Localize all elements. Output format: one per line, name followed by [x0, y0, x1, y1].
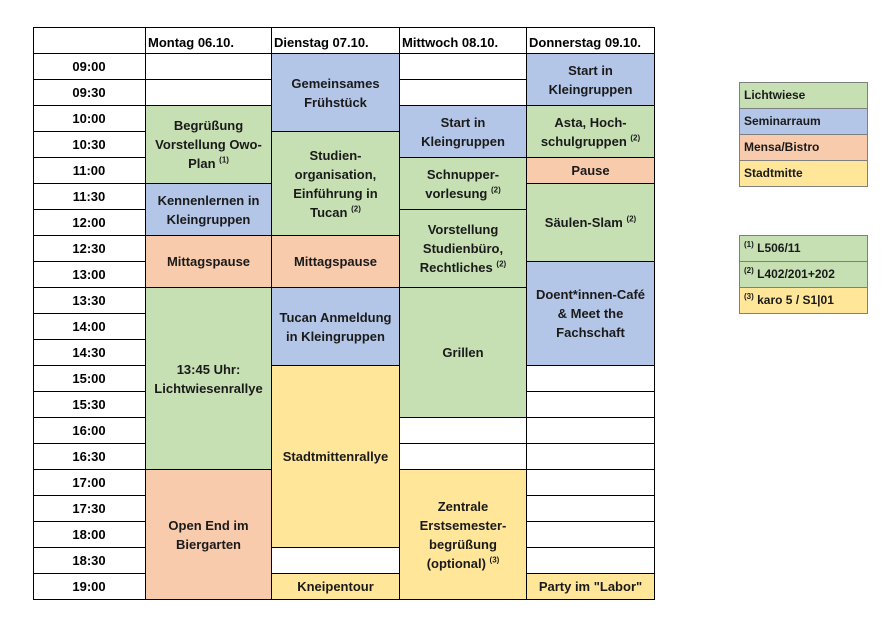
event-text: Zentrale Erstsemester- begrüßung (optional): [419, 498, 507, 571]
event-title: [545, 213, 636, 232]
event-block[interactable]: [271, 235, 400, 288]
event-block[interactable]: [399, 209, 527, 288]
event-block[interactable]: [399, 287, 527, 418]
event-text: 13:45 Uhr: Lichtwiesenrallye: [154, 361, 263, 396]
event-block[interactable]: [526, 105, 655, 158]
event-block[interactable]: [271, 573, 400, 600]
event-block[interactable]: [145, 287, 272, 470]
time-label: 17:00: [72, 475, 106, 490]
time-label: 19:00: [72, 579, 106, 594]
event-footnote-marker: (2): [496, 259, 507, 269]
event-title: [425, 165, 501, 203]
event-block[interactable]: [271, 365, 400, 548]
event-footnote-marker: (3): [489, 555, 500, 565]
event-text: Pause: [571, 163, 610, 178]
event-title: [536, 285, 645, 342]
room-footnote-marker: (3): [744, 292, 754, 301]
event-block[interactable]: [399, 157, 527, 210]
event-title: [539, 577, 642, 596]
legend-color-item: Lichtwiese: [739, 82, 868, 109]
legend-color-item: Stadtmitte: [739, 160, 868, 187]
time-label: 09:00: [72, 59, 106, 74]
time-label: 12:30: [72, 241, 106, 256]
event-block[interactable]: [526, 183, 655, 262]
event-footnote-marker: (2): [626, 214, 637, 224]
event-block[interactable]: [145, 183, 272, 236]
event-footnote-marker: (1): [219, 155, 229, 165]
event-title: [167, 252, 250, 271]
event-title: [283, 447, 388, 466]
event-title: [158, 191, 260, 229]
time-label: 13:00: [72, 267, 106, 282]
event-title: [280, 308, 392, 346]
legend-color-item: Mensa/Bistro: [739, 134, 868, 161]
event-title: [297, 577, 374, 596]
event-block[interactable]: [145, 105, 272, 184]
day-header: Mittwoch 08.10.: [402, 35, 499, 50]
event-title: [541, 113, 640, 151]
time-label: 15:30: [72, 397, 106, 412]
time-label: 16:30: [72, 449, 106, 464]
event-block[interactable]: [526, 573, 655, 600]
event-block[interactable]: [526, 261, 655, 366]
time-label: 11:00: [72, 163, 106, 178]
time-label: 18:30: [72, 553, 106, 568]
day-header: Montag 06.10.: [148, 35, 234, 50]
event-block[interactable]: [526, 53, 655, 106]
event-text: Säulen-Slam: [544, 215, 623, 230]
event-title: [549, 61, 633, 99]
event-text: Tucan Anmeldung in Kleingruppen: [279, 309, 392, 344]
event-text: Mittagspause: [293, 254, 378, 269]
event-title: [442, 343, 483, 362]
time-label: 09:30: [72, 85, 106, 100]
event-text: Doent*innen-Café & Meet the Fachschaft: [535, 287, 646, 340]
event-title: [155, 116, 262, 173]
room-code: L402/201+202: [757, 267, 835, 281]
event-block[interactable]: [399, 469, 527, 600]
event-text: Start in Kleingruppen: [421, 114, 505, 149]
event-title: [168, 516, 248, 554]
grid-line-horizontal: [33, 27, 655, 28]
event-block[interactable]: [271, 287, 400, 366]
event-block[interactable]: [399, 105, 527, 158]
event-title: [154, 360, 262, 398]
event-title: [291, 74, 379, 112]
event-text: Studien- organisation, Einführung in Tucan: [293, 147, 378, 220]
legend-room-item: [739, 235, 868, 262]
event-text: Vorstellung Studienbüro, Rechtliches: [419, 222, 504, 275]
event-text: Begrüßung Vorstellung Owo- Plan: [155, 118, 262, 171]
time-label: 17:30: [72, 501, 106, 516]
time-label: 16:00: [72, 423, 106, 438]
day-header: Dienstag 07.10.: [274, 35, 369, 50]
event-text: Grillen: [442, 345, 484, 360]
time-label: 12:00: [72, 215, 106, 230]
event-text: Asta, Hoch- schulgruppen: [540, 114, 627, 149]
event-text: Start in Kleingruppen: [548, 62, 633, 97]
time-label: 10:00: [72, 111, 106, 126]
room-code: L506/11: [757, 241, 801, 255]
room-footnote-marker: (2): [744, 266, 754, 275]
time-label: 14:30: [72, 345, 106, 360]
room-code: karo 5 / S1|01: [757, 293, 834, 307]
time-label: 14:00: [72, 319, 106, 334]
event-block[interactable]: [526, 157, 655, 184]
event-text: Open End im Biergarten: [168, 517, 249, 552]
event-title: [421, 113, 505, 151]
event-text: Party im "Labor": [538, 579, 643, 594]
event-text: Schnupper- vorlesung: [425, 166, 500, 201]
event-text: Stadtmittenrallye: [282, 449, 389, 464]
day-header: Donnerstag 09.10.: [529, 35, 641, 50]
event-title: [420, 497, 507, 573]
room-footnote-marker: (1): [744, 240, 754, 249]
event-footnote-marker: (2): [351, 204, 361, 214]
event-block[interactable]: [271, 53, 400, 132]
legend-color-item: Seminarraum: [739, 108, 868, 135]
time-label: 10:30: [72, 137, 106, 152]
event-block[interactable]: [271, 131, 400, 236]
event-text: Mittagspause: [166, 254, 251, 269]
event-block[interactable]: [145, 235, 272, 288]
event-block[interactable]: [145, 469, 272, 600]
event-title: [420, 220, 506, 277]
time-label: 18:00: [72, 527, 106, 542]
legend-room-item: [739, 261, 868, 288]
event-text: Kneipentour: [297, 579, 374, 594]
event-title: [571, 161, 609, 180]
event-text: Kennenlernen in Kleingruppen: [157, 192, 260, 227]
event-title: [293, 146, 377, 222]
legend-room-item: [739, 287, 868, 314]
time-label: 13:30: [72, 293, 106, 308]
time-label: 11:30: [72, 189, 106, 204]
time-label: 15:00: [72, 371, 106, 386]
event-text: Gemeinsames Frühstück: [291, 75, 380, 110]
event-title: [294, 252, 377, 271]
event-footnote-marker: (2): [630, 133, 641, 143]
event-footnote-marker: (2): [490, 185, 501, 195]
